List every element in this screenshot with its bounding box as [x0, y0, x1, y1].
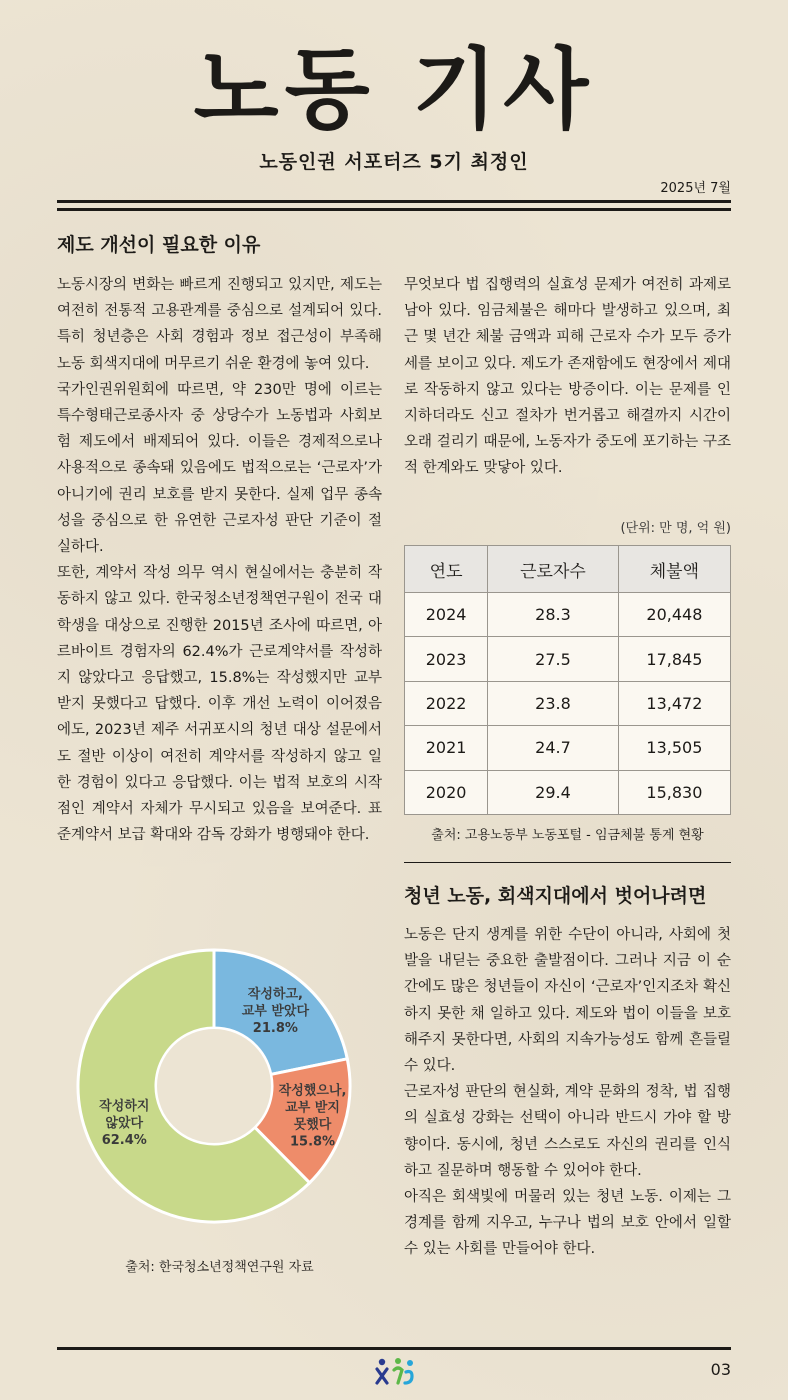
section-divider [404, 862, 731, 863]
donut-label-line: 않았다 [105, 1115, 144, 1131]
donut-label-2 [99, 1098, 149, 1148]
table-header-cell: 연도 [405, 546, 488, 593]
table-cell: 2022 [405, 681, 488, 725]
paragraph: 근로자성 판단의 현실화, 계약 문화의 정착, 법 집행의 실효성 강화는 선택이 아니라 반드시 가야 할 방향이다. 동시에, 청년 스스로도 자신의 권리를 인식하고 질문하며 행동할 수 있어야 한다. [404, 1084, 731, 1179]
table-cell: 17,845 [618, 637, 730, 681]
author-subtitle: 노동인권 서포터즈 5기 최정인 [259, 151, 529, 173]
table-cell: 2020 [405, 770, 488, 814]
table-cell: 13,505 [618, 726, 730, 770]
table-header-cell: 체불액 [618, 546, 730, 593]
table-row [405, 770, 731, 814]
donut-label-line: 15.8% [289, 1134, 336, 1150]
wage-arrears-table [404, 545, 731, 815]
paragraph: 또한, 계약서 작성 의무 역시 현실에서는 충분히 작동하지 않고 있다. 한국청소년정책연구원이 전국 대학생을 대상으로 진행한 2015년 조사에 따르면, 아르바이트 경험자의 62.4%가 근로계약서를 작성하지 않았다고 응답했고, 15.8%는 작성했지만 교부받지 못했다고 답했다. 이후 개선 노력이 이어졌음에도, 2023년 제주 서귀포시의 청년 대상 설문에서도 절반 이상이 여전히 계약서를 작성하지 않고 일한 경험이 있다고 응답했다. 이는 법적 보호의 시작점인 계약서 자체가 무시되고 있음을 보여준다. 표준계약서 보급 확대와 감독 강화가 병행돼야 한다. [57, 565, 382, 844]
table-cell: 2021 [405, 726, 488, 770]
right-column-text-2 [404, 922, 731, 1263]
table-cell: 15,830 [618, 770, 730, 814]
table-source: 출처: 고용노동부 노동포털 - 임금체불 통계 현황 [431, 828, 704, 843]
footer-rule [57, 1347, 731, 1350]
table-cell: 2024 [405, 593, 488, 637]
chart-source: 출처: 한국청소년정책연구원 자료 [125, 1260, 314, 1275]
table-row [405, 726, 731, 770]
section-title-youth-labor: 청년 노동, 회색지대에서 벗어나려면 [404, 885, 707, 907]
table-header-cell: 근로자수 [488, 546, 619, 593]
issue-date: 2025년 7월 [660, 181, 731, 196]
table-unit-note: (단위: 만 명, 억 원) [620, 521, 731, 536]
donut-hole [157, 1029, 271, 1143]
masthead-title: 노동 기사 [193, 38, 595, 141]
donut-svg [72, 936, 356, 1236]
table-row [405, 681, 731, 725]
table-row [405, 593, 731, 637]
table-cell: 24.7 [488, 726, 619, 770]
donut-label-line: 21.8% [252, 1020, 298, 1036]
donut-label-line: 교부 받지 [285, 1100, 340, 1116]
right-column-text [404, 272, 731, 482]
donut-label-line: 작성하지 [99, 1098, 150, 1114]
table-cell: 27.5 [488, 637, 619, 681]
paragraph: 노동시장의 변화는 빠르게 진행되고 있지만, 제도는 여전히 전통적 고용관계를 중심으로 설계되어 있다. 특히 청년층은 사회 경험과 정보 접근성이 부족해 노동 회색지대에 머무르기 쉬운 환경에 놓여 있다. [57, 277, 382, 372]
donut-label-line: 62.4% [101, 1132, 147, 1148]
page-number: 03 [710, 1360, 731, 1379]
table-header-row [405, 546, 731, 593]
section-title-reform: 제도 개선이 필요한 이유 [57, 234, 261, 256]
table-cell: 28.3 [488, 593, 619, 637]
donut-label-line: 못했다 [293, 1117, 332, 1133]
table-cell: 13,472 [618, 681, 730, 725]
table-cell: 29.4 [488, 770, 619, 814]
table-cell: 2023 [405, 637, 488, 681]
donut-label-line: 교부 받았다 [241, 1003, 310, 1019]
table-cell: 23.8 [488, 681, 619, 725]
header-double-rule [57, 200, 731, 211]
donut-label-line: 작성하고, [247, 986, 303, 1002]
paragraph: 무엇보다 법 집행력의 실효성 문제가 여전히 과제로 남아 있다. 임금체불은 해마다 발생하고 있으며, 최근 몇 년간 체불 금액과 피해 근로자 수가 모두 증가세를 보이고 있다. 제도가 존재함에도 현장에서 제대로 작동하지 않고 있다는 방증이다. 이는 문제를 인지하더라도 신고 절차가 번거롭고 해결까지 시간이 오래 걸리기 때문에, 노동자가 중도에 포기하는 구조적 한계와도 맞닿아 있다. [404, 277, 731, 477]
contract-donut-chart [72, 936, 356, 1236]
donut-label-line: 작성했으나, [278, 1083, 347, 1099]
table-cell: 20,448 [618, 593, 730, 637]
left-column-text [57, 272, 382, 848]
organization-logo-icon [374, 1356, 416, 1388]
table-row [405, 637, 731, 681]
paragraph: 국가인권위원회에 따르면, 약 230만 명에 이르는 특수형태근로종사자 중 상당수가 노동법과 사회보험 제도에서 배제되어 있다. 이들은 경제적으로나 사용적으로 종속돼 있음에도 법적으로는 ‘근로자’가 아니기에 권리 보호를 받지 못한다. 실제 업무 종속성을 중심으로 한 유연한 근로자성 판단 기준이 절실하다. [57, 381, 382, 556]
paragraph: 노동은 단지 생계를 위한 수단이 아니라, 사회에 첫발을 내딛는 중요한 출발점이다. 그러나 지금 이 순간에도 많은 청년들이 자신이 ‘근로자’인지조차 확신하지 못한 채 일하고 있다. 제도와 법이 이들을 보호해주지 못한다면, 사회의 지속가능성도 함께 흔들릴 수 있다. [404, 927, 731, 1075]
paragraph: 아직은 회색빛에 머물러 있는 청년 노동. 이제는 그 경계를 함께 지우고, 누구나 법의 보호 안에서 일할 수 있는 사회를 만들어야 한다. [404, 1189, 731, 1258]
